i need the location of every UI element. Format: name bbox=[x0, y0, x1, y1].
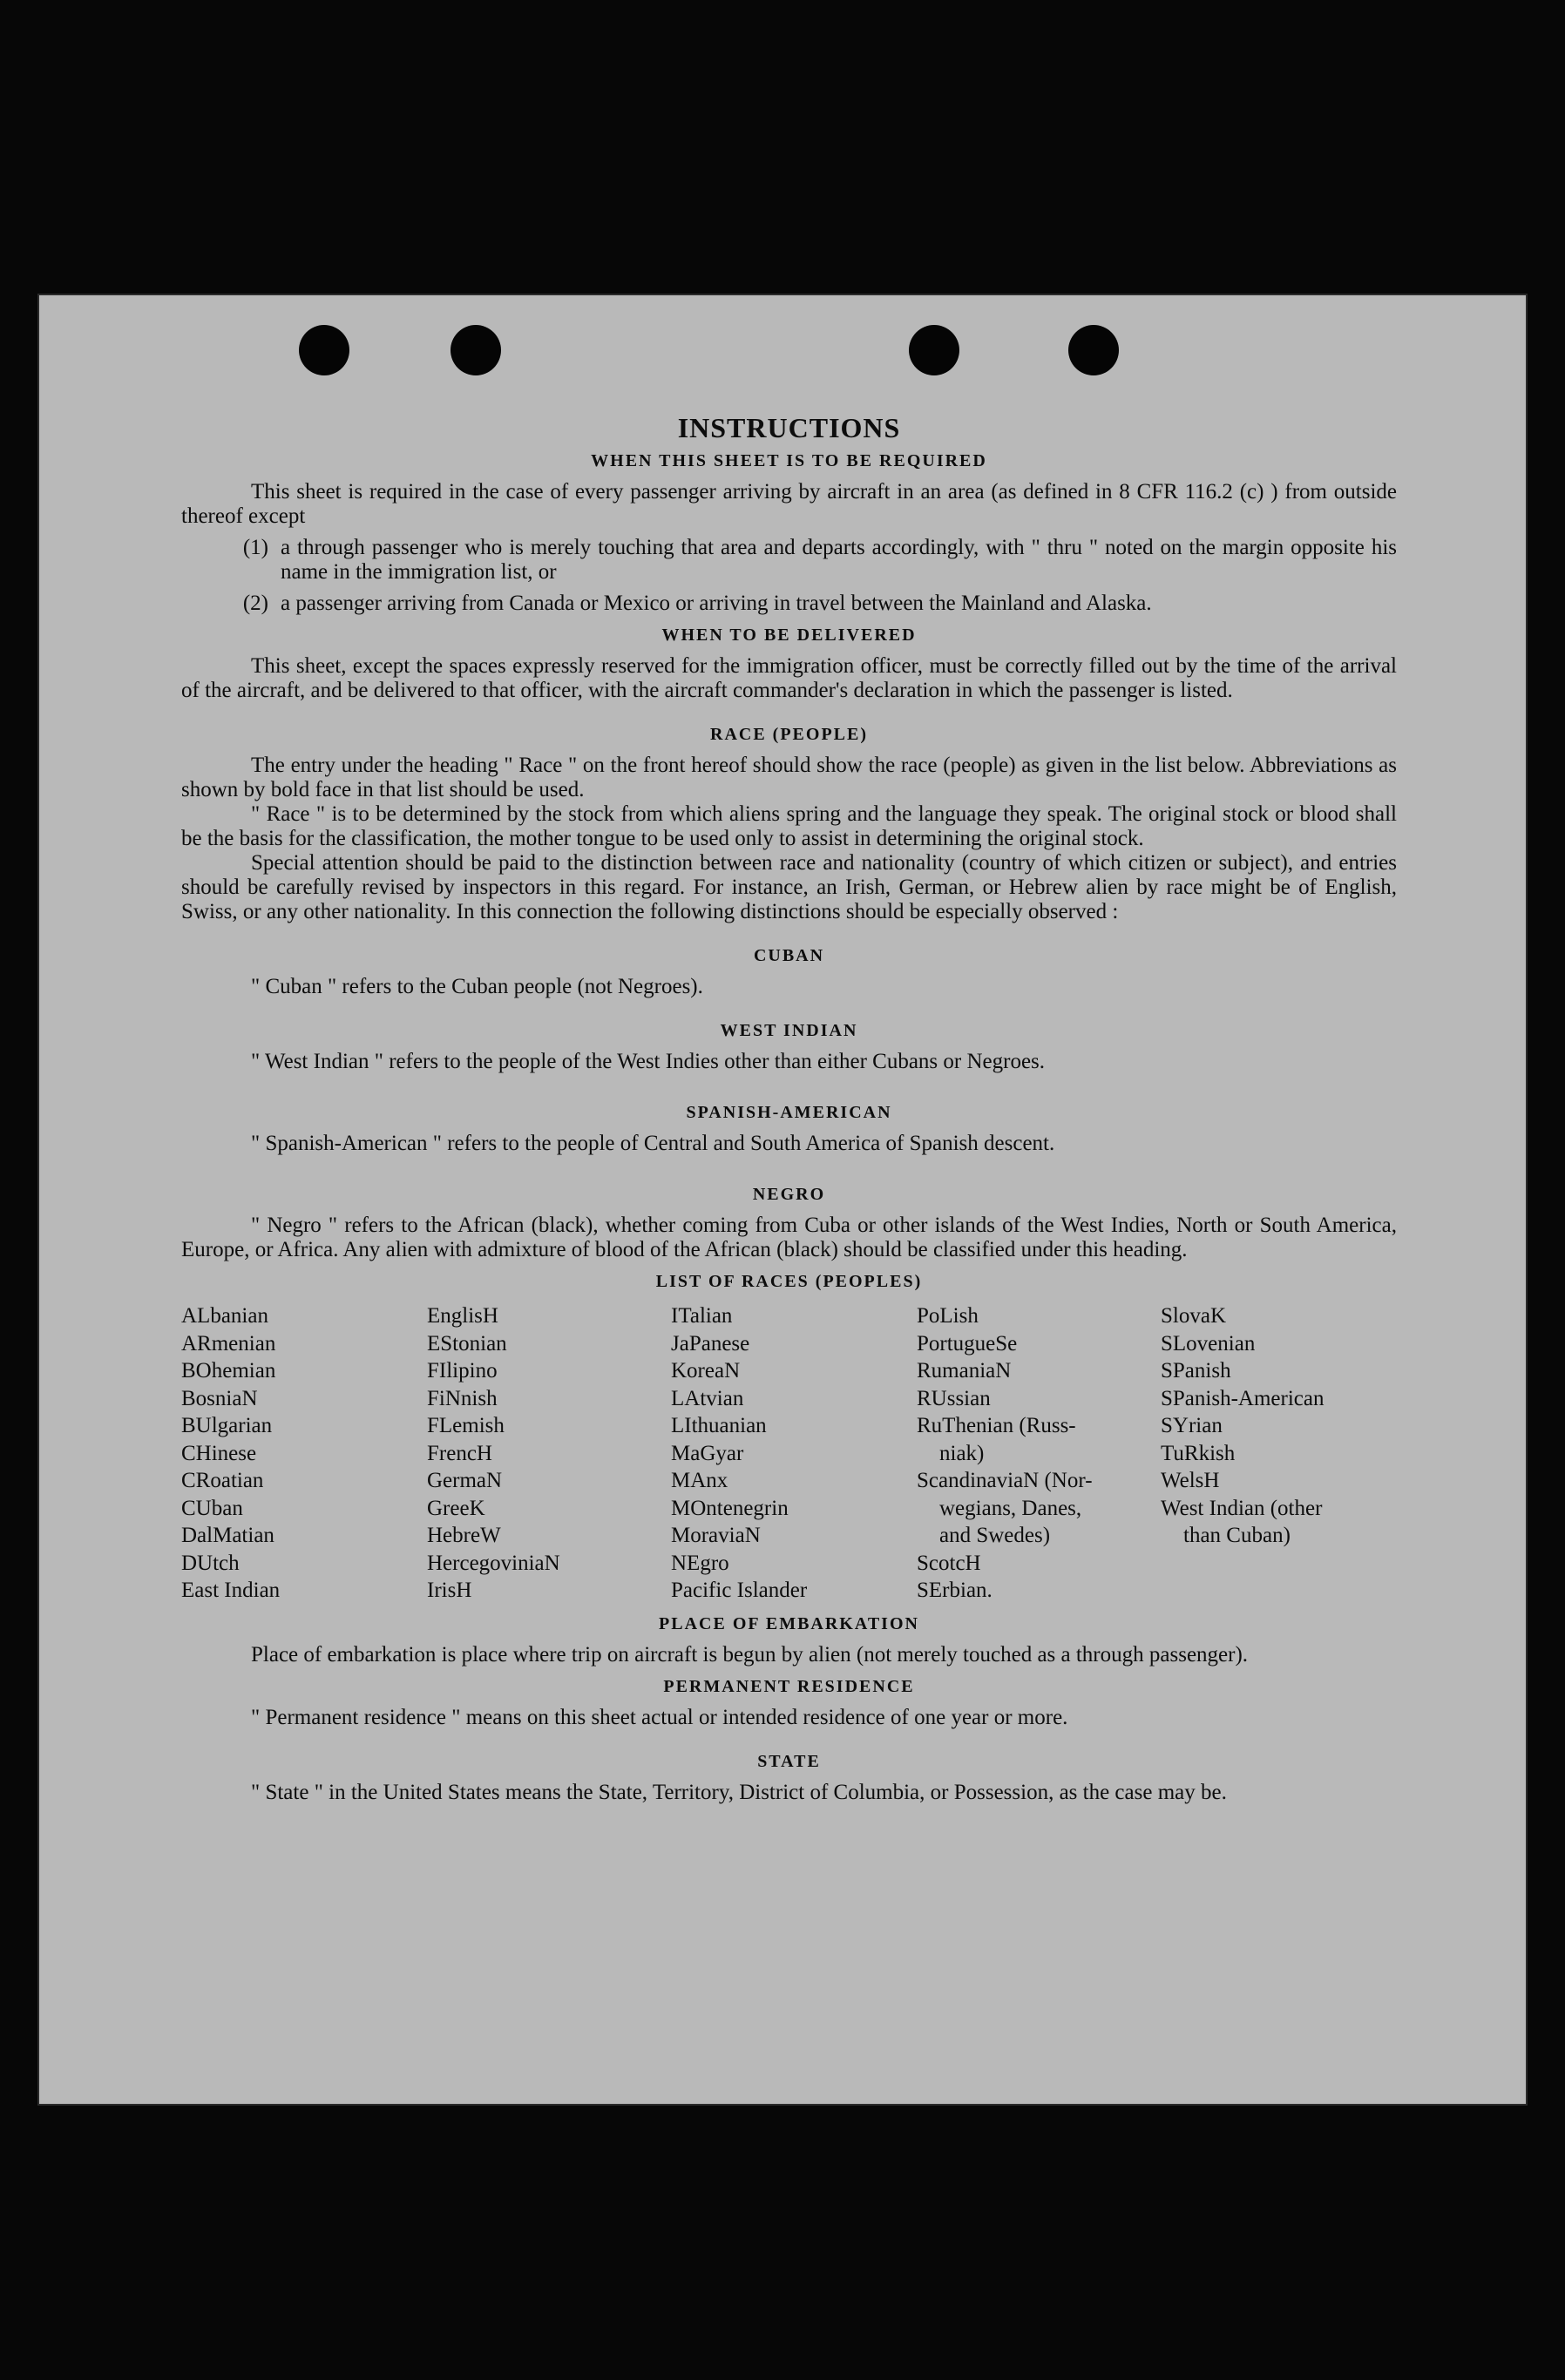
punch-hole bbox=[1068, 325, 1119, 375]
race-entry: West Indian (other bbox=[1161, 1496, 1323, 1520]
race-entry: wegians, Danes, bbox=[939, 1496, 1082, 1520]
race-entry: TuRkish bbox=[1161, 1441, 1236, 1465]
race-entry: NEgro bbox=[671, 1551, 729, 1575]
section-heading: RACE (PEOPLE) bbox=[710, 725, 868, 744]
race-entry: SPanish bbox=[1161, 1359, 1231, 1383]
race-entry: SYrian bbox=[1161, 1414, 1223, 1437]
race-entry: HercegoviniaN bbox=[427, 1551, 560, 1575]
race-entry: Pacific Islander bbox=[671, 1579, 808, 1602]
list-item bbox=[181, 536, 1397, 585]
race-entry: CUban bbox=[181, 1496, 243, 1520]
section-heading: WHEN THIS SHEET IS TO BE REQUIRED bbox=[591, 451, 987, 470]
race-entry: ARmenian bbox=[181, 1331, 276, 1356]
race-entry: East Indian bbox=[181, 1579, 281, 1602]
item-text: a through passenger who is merely touching that area and departs accordingly, with " thru " noted on the margin opposite his name in the immigration list, or bbox=[281, 536, 1397, 584]
race-entry: MAnx bbox=[671, 1469, 728, 1492]
race-entry: WelsH bbox=[1161, 1469, 1220, 1492]
paragraph: Place of embarkation is place where trip on aircraft is begun by alien (not merely touched as a through passenger). bbox=[251, 1642, 1249, 1667]
punch-hole bbox=[299, 325, 349, 375]
item-text: a passenger arriving from Canada or Mexico or arriving in travel between the Mainland and Alaska. bbox=[281, 592, 1152, 615]
race-entry: RuThenian (Russ- bbox=[917, 1414, 1076, 1437]
race-entry: MOntenegrin bbox=[671, 1496, 789, 1520]
section-heading: SPANISH-AMERICAN bbox=[686, 1103, 892, 1122]
paragraph: Special attention should be paid to the distinction between race and nationality (country of which citizen or subject), and entries should be carefully revised by inspectors in this regard. For instance, an Irish, German, or Hebrew alien by race might be of English, Swiss, or any other nationality. In this connection the following distinctions should be especially observed : bbox=[181, 851, 1397, 923]
race-entry: PoLish bbox=[917, 1304, 979, 1328]
race-entry: SPanish-American bbox=[1161, 1386, 1324, 1410]
race-entry: HebreW bbox=[427, 1524, 501, 1547]
section-heading: PLACE OF EMBARKATION bbox=[659, 1613, 919, 1633]
races-column bbox=[671, 1302, 917, 1605]
section-heading: STATE bbox=[757, 1751, 821, 1771]
race-entry: MoraviaN bbox=[671, 1524, 761, 1547]
item-number: (1) bbox=[242, 536, 268, 559]
race-entry: BosniaN bbox=[181, 1386, 258, 1410]
race-entry: LAtvian bbox=[671, 1386, 744, 1410]
punch-hole bbox=[909, 325, 959, 375]
paragraph: This sheet is required in the case of every passenger arriving by aircraft in an area (as defined in 8 CFR 116.2 (c) ) from outside thereof except bbox=[181, 480, 1397, 528]
section-heading: PERMANENT RESIDENCE bbox=[663, 1676, 915, 1696]
race-entry: DalMatian bbox=[181, 1524, 274, 1547]
section-heading: LIST OF RACES (PEOPLES) bbox=[655, 1272, 923, 1291]
list-item bbox=[181, 592, 1397, 616]
race-entry: MaGyar bbox=[671, 1441, 744, 1465]
race-entry: FrencH bbox=[427, 1441, 492, 1465]
races-table bbox=[181, 1302, 1397, 1605]
race-entry: FLemish bbox=[427, 1414, 505, 1437]
document-title: INSTRUCTIONS bbox=[677, 412, 901, 443]
race-entry: ScotcH bbox=[917, 1551, 981, 1575]
race-entry: ScandinaviaN (Nor- bbox=[917, 1469, 1093, 1492]
race-entry: GreeK bbox=[427, 1496, 485, 1520]
race-entry: BOhemian bbox=[181, 1359, 276, 1383]
item-number: (2) bbox=[242, 592, 268, 615]
paragraph: " Race " is to be determined by the stock from which aliens spring and the language they speak. The original stock or blood shall be the basis for the classification, the mother tongue to be used only to assist in determining the original stock. bbox=[181, 802, 1397, 850]
race-entry: PortugueSe bbox=[917, 1331, 1018, 1356]
races-column bbox=[181, 1302, 427, 1605]
race-entry: niak) bbox=[939, 1441, 985, 1465]
paragraph: " State " in the United States means the State, Territory, District of Columbia, or Possession, as the case may be. bbox=[251, 1780, 1227, 1804]
race-entry: than Cuban) bbox=[1183, 1524, 1291, 1547]
race-entry: IrisH bbox=[427, 1579, 472, 1602]
race-entry: RumaniaN bbox=[917, 1359, 1012, 1383]
paragraph: " Spanish-American " refers to the people of Central and South America of Spanish descent. bbox=[251, 1132, 1055, 1155]
race-entry: BUlgarian bbox=[181, 1414, 273, 1437]
race-entry: LIthuanian bbox=[671, 1414, 767, 1437]
paragraph: This sheet, except the spaces expressly reserved for the immigration officer, must be correctly filled out by the time of the arrival of the aircraft, and be delivered to that officer, with the aircraft commander's declaration in which the passenger is listed. bbox=[181, 654, 1397, 702]
paragraph: " Cuban " refers to the Cuban people (not Negroes). bbox=[251, 975, 703, 998]
race-entry: FiNnish bbox=[427, 1386, 498, 1410]
races-column bbox=[917, 1302, 1161, 1605]
section-heading: WEST INDIAN bbox=[720, 1021, 858, 1040]
races-column bbox=[427, 1302, 671, 1605]
instruction-sheet bbox=[37, 294, 1528, 2106]
race-entry: KoreaN bbox=[671, 1359, 741, 1383]
race-entry: GermaN bbox=[427, 1469, 503, 1492]
race-entry: and Swedes) bbox=[939, 1524, 1051, 1547]
race-entry: SLovenian bbox=[1161, 1331, 1256, 1356]
paragraph: The entry under the heading " Race " on the front hereof should show the race (people) as given in the list below. Abbreviations as shown by bold face in that list should be used. bbox=[181, 754, 1397, 801]
race-entry: SlovaK bbox=[1161, 1304, 1226, 1328]
race-entry: EStonian bbox=[427, 1331, 507, 1356]
race-entry: JaPanese bbox=[671, 1331, 750, 1356]
race-entry: RUssian bbox=[917, 1386, 991, 1410]
section-heading: CUBAN bbox=[753, 946, 825, 965]
race-entry: ITalian bbox=[671, 1304, 733, 1328]
section-heading: WHEN TO BE DELIVERED bbox=[661, 625, 917, 645]
paragraph: " Negro " refers to the African (black), whether coming from Cuba or other islands of the West Indies, North or South America, Europe, or Africa. Any alien with admixture of blood of the African (black) should be classified under this heading. bbox=[181, 1214, 1397, 1261]
race-entry: EnglisH bbox=[427, 1304, 498, 1328]
races-column bbox=[1161, 1302, 1397, 1605]
race-entry: CRoatian bbox=[181, 1469, 264, 1492]
race-entry: CHinese bbox=[181, 1441, 257, 1465]
section-heading: NEGRO bbox=[752, 1185, 826, 1204]
race-entry: SErbian. bbox=[917, 1579, 993, 1602]
paragraph: " Permanent residence " means on this sheet actual or intended residence of one year or more. bbox=[251, 1705, 1068, 1729]
paragraph: " West Indian " refers to the people of the West Indies other than either Cubans or Negroes. bbox=[251, 1050, 1046, 1073]
race-entry: FIlipino bbox=[427, 1359, 498, 1383]
race-entry: DUtch bbox=[181, 1551, 240, 1575]
document-body bbox=[181, 412, 1397, 1805]
race-entry: ALbanian bbox=[181, 1304, 268, 1328]
punch-hole bbox=[451, 325, 501, 375]
